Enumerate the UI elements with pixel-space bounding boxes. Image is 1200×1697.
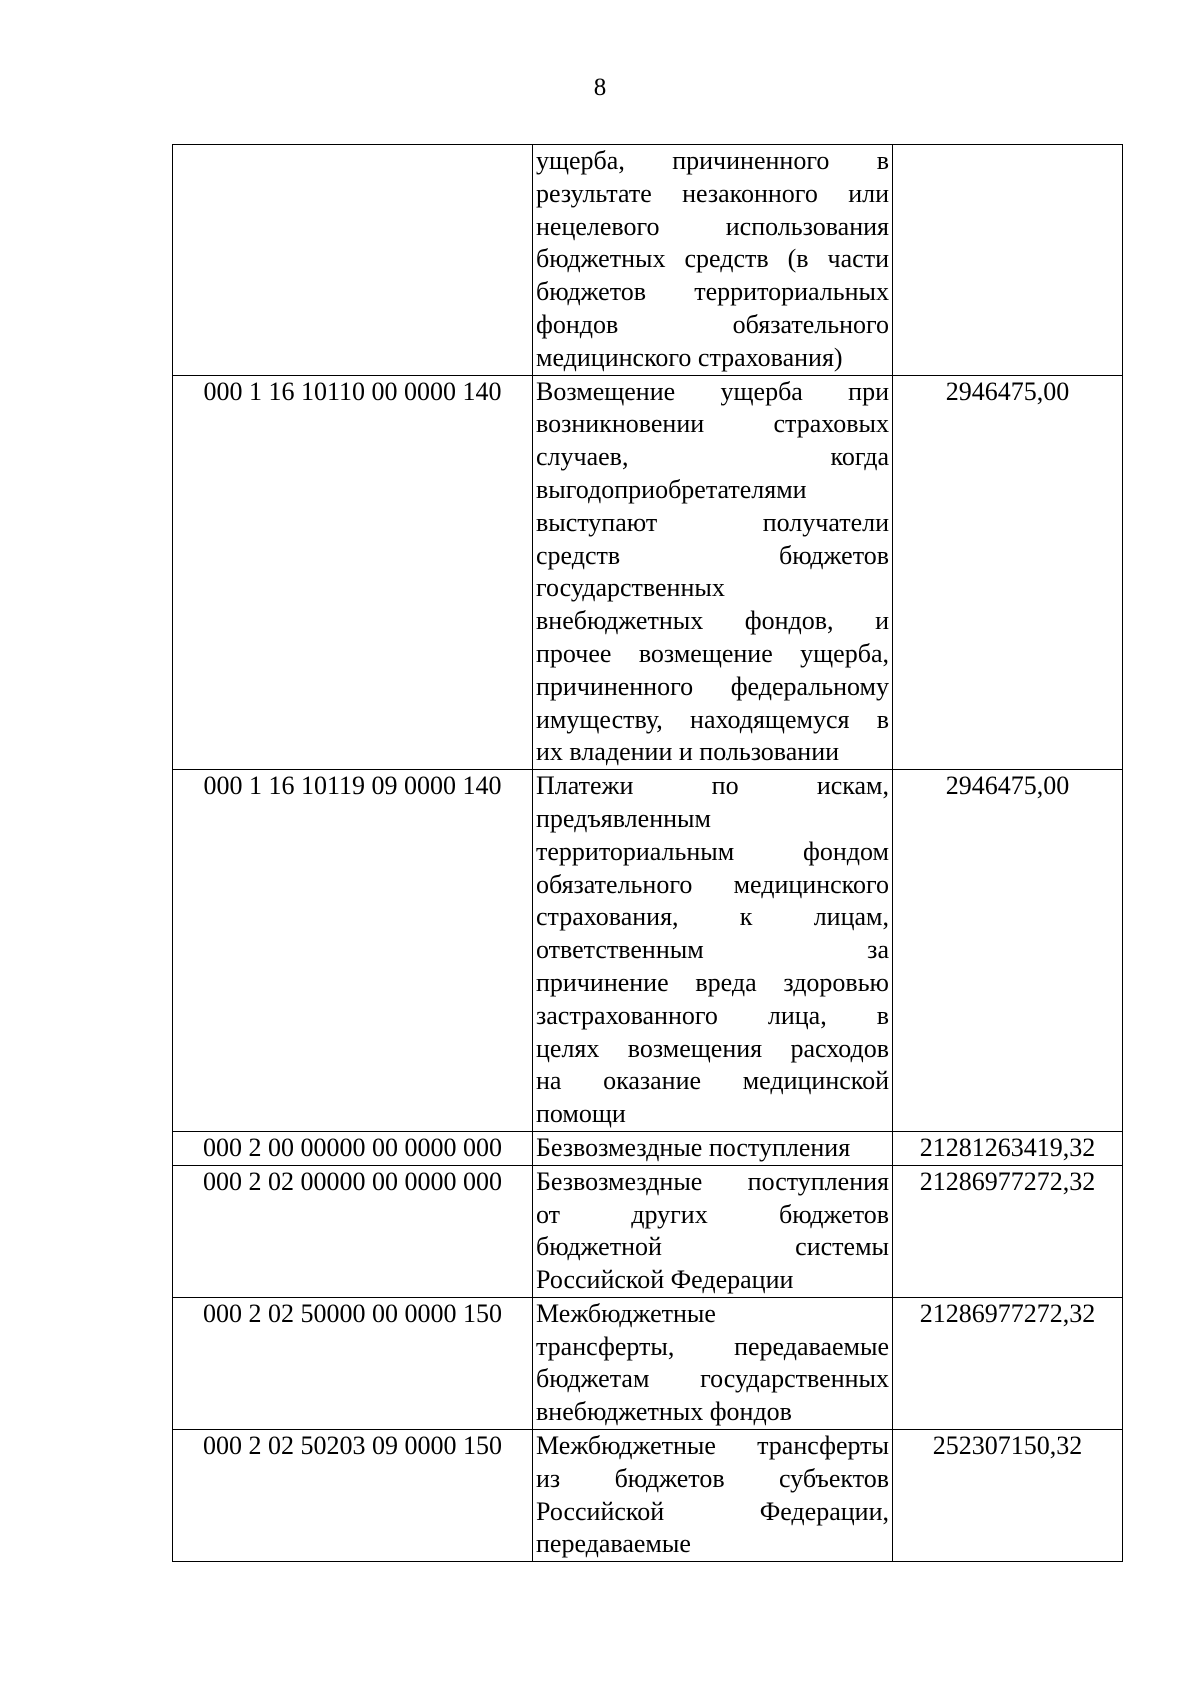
item-name-line: Возмещение ущерба при xyxy=(536,376,889,406)
item-name-line: ущерба, причиненного в xyxy=(536,146,889,175)
item-name-line: причинение вреда здоровью xyxy=(536,967,889,997)
amount-cell: 2946475,00 xyxy=(893,375,1123,770)
item-name-line: Безвозмездные поступления xyxy=(536,1166,889,1196)
item-name-line: на оказание медицинской xyxy=(536,1066,889,1096)
budget-code-cell: 000 1 16 10110 00 0000 140 xyxy=(173,375,533,770)
item-name-line: случаев, когда xyxy=(536,442,889,472)
table-row xyxy=(173,375,1123,770)
item-name-line: прочее возмещение ущерба, xyxy=(536,638,889,668)
item-name-line: внебюджетных фондов xyxy=(536,1397,792,1427)
item-name-line: Платежи по искам, xyxy=(536,771,889,801)
item-name-line: страхования, к лицам, xyxy=(536,902,889,932)
item-name-line: нецелевого использования xyxy=(536,211,889,241)
budget-table xyxy=(172,144,1123,1562)
item-name-line: трансферты, передаваемые xyxy=(536,1331,889,1361)
budget-code-cell: 000 2 02 50000 00 0000 150 xyxy=(173,1297,533,1429)
table-row xyxy=(173,1131,1123,1165)
budget-code-cell: 000 1 16 10119 09 0000 140 xyxy=(173,770,533,1132)
item-name-line: их владении и пользовании xyxy=(536,737,840,767)
item-name-line: Российской Федерации xyxy=(536,1265,794,1295)
item-name-cell xyxy=(533,1131,893,1165)
page-number: 8 xyxy=(593,74,607,101)
item-name-line: внебюджетных фондов, и xyxy=(536,606,889,636)
budget-code-cell: 000 2 02 00000 00 0000 000 xyxy=(173,1165,533,1297)
item-name-line: целях возмещения расходов xyxy=(536,1033,889,1063)
item-name-line: ответственным за xyxy=(536,935,889,965)
item-name-line: возникновении страховых xyxy=(536,409,889,439)
table-row xyxy=(173,1165,1123,1297)
item-name-line: бюджетам государственных xyxy=(536,1364,889,1394)
item-name-line: бюджетной системы xyxy=(536,1232,889,1262)
item-name-line: причиненного федеральному xyxy=(536,671,889,701)
item-name-line: медицинского страхования) xyxy=(536,342,843,372)
amount-cell: 252307150,32 xyxy=(893,1430,1123,1562)
item-name-line: из бюджетов субъектов xyxy=(536,1463,889,1493)
table-row xyxy=(173,145,1123,376)
item-name-line: предъявленным xyxy=(536,803,711,833)
item-name-cell xyxy=(533,145,893,376)
item-name-line: выступают получатели xyxy=(536,507,889,537)
amount-cell: 21286977272,32 xyxy=(893,1165,1123,1297)
item-name-cell xyxy=(533,770,893,1132)
amount-cell xyxy=(893,145,1123,376)
budget-code-cell: 000 2 00 00000 00 0000 000 xyxy=(173,1131,533,1165)
item-name-line: Межбюджетные трансферты xyxy=(536,1431,889,1461)
item-name-line: обязательного медицинского xyxy=(536,869,889,899)
item-name-line: помощи xyxy=(536,1099,626,1129)
item-name-line: выгодоприобретателями xyxy=(536,474,807,504)
item-name-line: Безвозмездные поступления xyxy=(536,1132,851,1162)
item-name-line: средств бюджетов xyxy=(536,540,889,570)
item-name-cell xyxy=(533,1297,893,1429)
budget-code-cell xyxy=(173,145,533,376)
table-row xyxy=(173,770,1123,1132)
item-name-line: государственных xyxy=(536,573,725,603)
amount-cell: 2946475,00 xyxy=(893,770,1123,1132)
item-name-line: бюджетов территориальных xyxy=(536,277,889,307)
table-row xyxy=(173,1430,1123,1562)
item-name-cell xyxy=(533,375,893,770)
amount-cell: 21286977272,32 xyxy=(893,1297,1123,1429)
item-name-line: Российской Федерации, xyxy=(536,1496,889,1526)
item-name-line: передаваемые xyxy=(536,1529,691,1559)
item-name-line: застрахованного лица, в xyxy=(536,1000,889,1030)
item-name-line: бюджетных средств (в части xyxy=(536,244,889,274)
item-name-cell xyxy=(533,1165,893,1297)
item-name-line: Межбюджетные xyxy=(536,1298,716,1328)
item-name-line: от других бюджетов xyxy=(536,1199,889,1229)
budget-code-cell: 000 2 02 50203 09 0000 150 xyxy=(173,1430,533,1562)
table-row xyxy=(173,1297,1123,1429)
item-name-line: результате незаконного или xyxy=(536,178,889,208)
item-name-line: имуществу, находящемуся в xyxy=(536,704,889,734)
item-name-cell xyxy=(533,1430,893,1562)
amount-cell: 21281263419,32 xyxy=(893,1131,1123,1165)
item-name-line: фондов обязательного xyxy=(536,309,889,339)
item-name-line: территориальным фондом xyxy=(536,836,889,866)
budget-table-body xyxy=(173,145,1123,1562)
